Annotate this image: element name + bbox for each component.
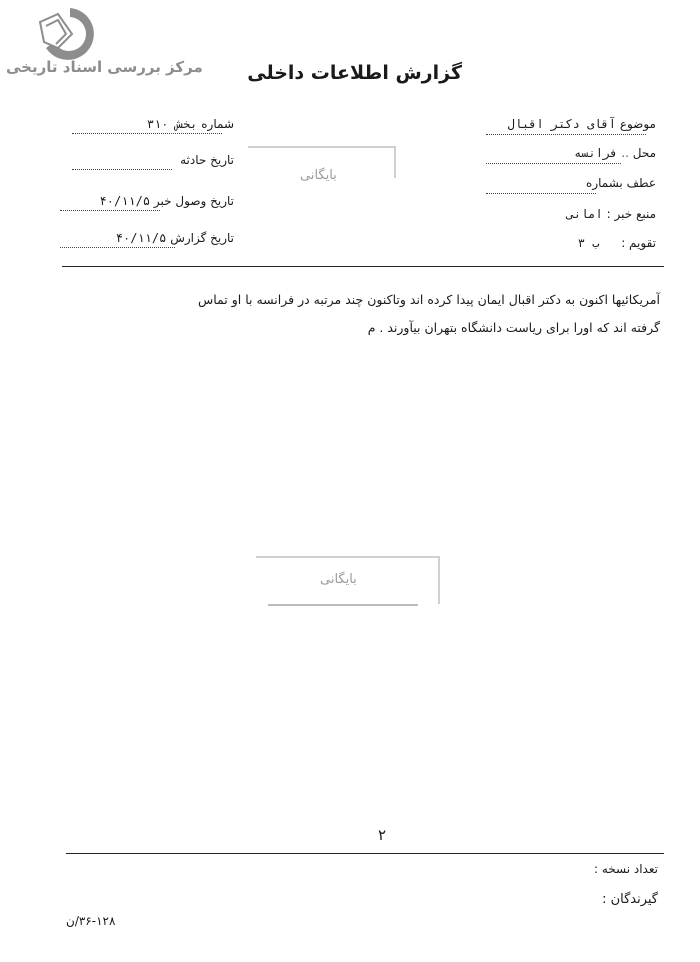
form-code: ۳۶-۱۲۸/ن — [66, 914, 116, 928]
location-underline — [486, 163, 621, 164]
footer-separator — [66, 853, 664, 854]
recipients-field — [602, 892, 658, 907]
reference-underline — [486, 193, 596, 194]
reference-label: عطف بشماره — [586, 176, 656, 190]
subject-underline — [486, 134, 646, 135]
location-value: فرانسه — [574, 146, 618, 160]
report-date-value: ۴۰/۱۱/۵ — [115, 231, 167, 245]
location-field: محل .. فرانسه — [574, 146, 656, 160]
copies-label: تعداد نسخه : — [593, 862, 658, 876]
location-label: محل — [632, 146, 656, 160]
received-date-field — [100, 194, 234, 208]
source-value: امانی — [566, 207, 603, 221]
copies-count-field — [594, 862, 658, 876]
archive-stamp-middle-text: بایگانی — [320, 572, 357, 587]
header-separator — [62, 266, 664, 267]
evaluation-label: تقویم : — [621, 236, 656, 250]
archive-stamp-middle-line — [268, 604, 418, 606]
subject-field — [508, 117, 656, 131]
subject-value: آقای دکتر اقبال — [507, 117, 616, 131]
number-label: شماره — [201, 117, 234, 131]
report-date-label: تاریخ گزارش — [170, 231, 234, 245]
archive-logo-icon — [36, 4, 104, 64]
source-field — [567, 207, 656, 221]
evaluation-value: ب ۳ — [577, 236, 600, 250]
recipients-label: گیرندگان : — [602, 892, 658, 907]
received-underline — [60, 210, 160, 211]
page-number: ۲ — [378, 826, 387, 844]
report-underline — [60, 247, 175, 248]
archive-name: مرکز بررسی اسناد تاریخی — [6, 58, 203, 76]
incident-date-underline — [72, 169, 172, 170]
source-label: منبع خبر : — [606, 207, 656, 221]
incident-date-field — [180, 153, 234, 167]
received-label: تاریخ وصول خبر — [153, 194, 234, 208]
report-date-field — [116, 231, 234, 245]
body-line-1: آمریکائیها اکنون به دکتر اقبال ایمان پیدا کرده اند وتاکنون چند مرتبه در فرانسه با او تماس — [197, 292, 660, 307]
subject-label: موضوع — [619, 117, 656, 131]
number-value: بخش ۳۱۰ — [146, 117, 198, 131]
received-value: ۴۰/۱۱/۵ — [99, 194, 151, 208]
body-line-2: گرفته اند که اورا برای ریاست دانشگاه بتهران بیآورند . م — [367, 320, 660, 335]
evaluation-field — [578, 236, 656, 250]
document-title: گزارش اطلاعات داخلی — [247, 62, 462, 84]
incident-date-label: تاریخ حادثه — [180, 153, 234, 167]
number-field — [147, 117, 234, 131]
archive-stamp-top-text: بایگانی — [300, 168, 337, 183]
number-underline — [72, 133, 222, 134]
reference-field — [586, 176, 656, 190]
